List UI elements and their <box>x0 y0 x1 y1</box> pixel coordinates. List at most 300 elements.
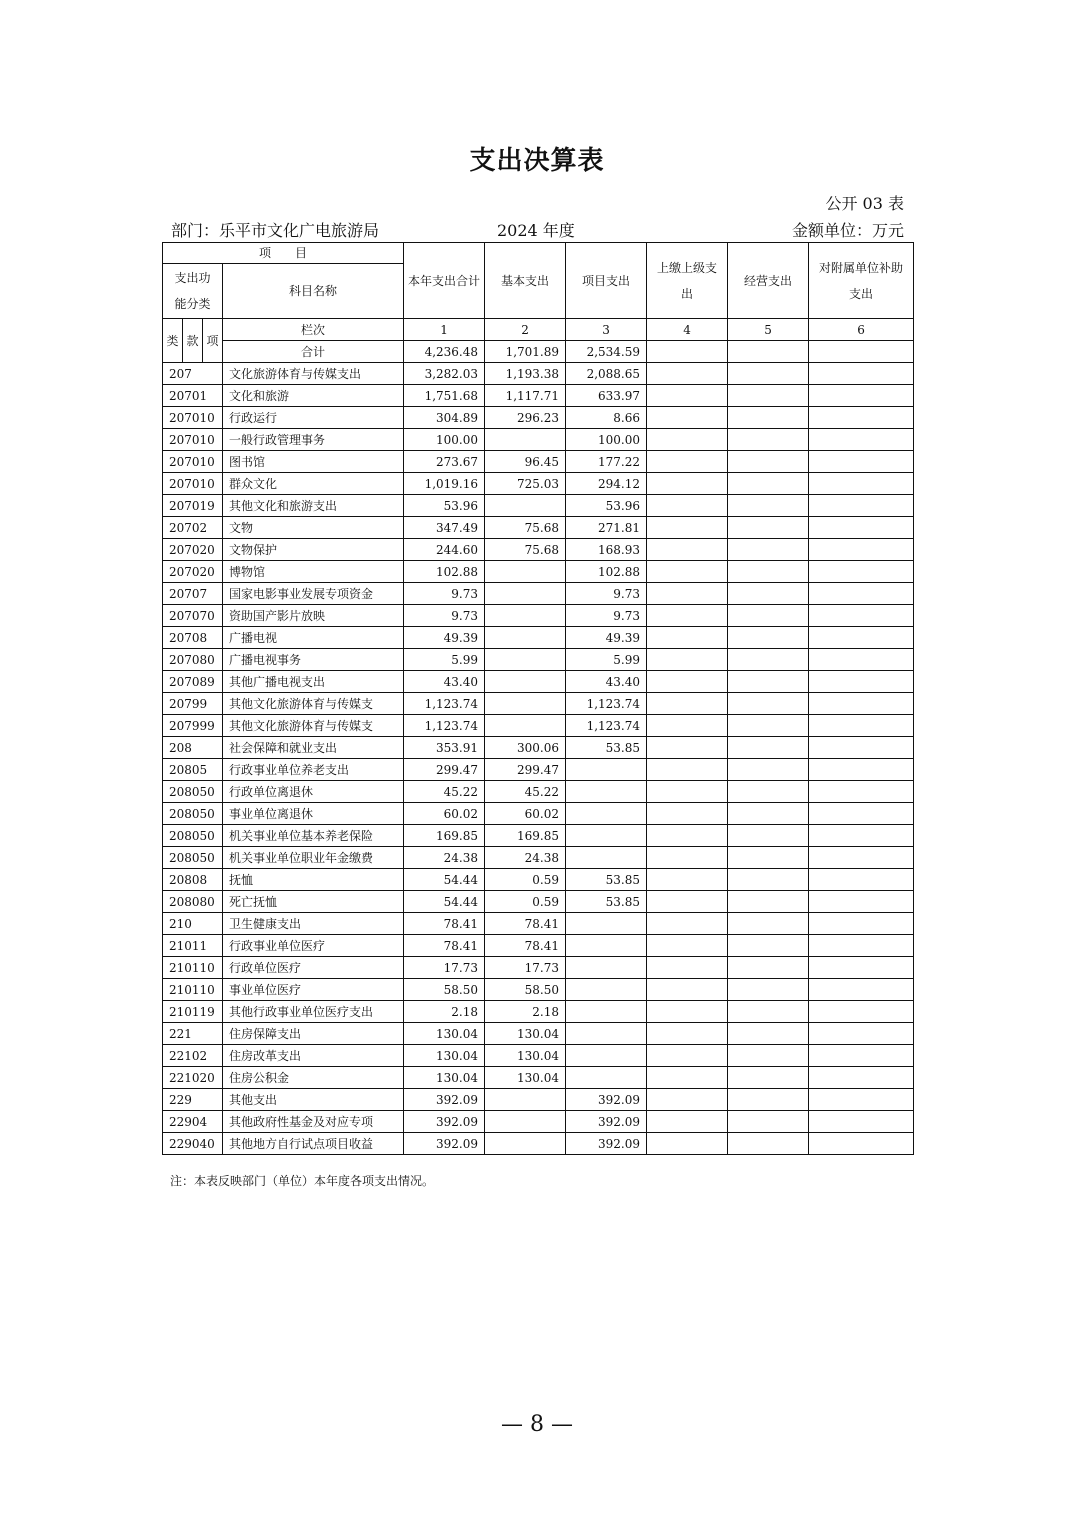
row-upper <box>647 627 728 649</box>
row-basic: 1,193.38 <box>485 363 566 385</box>
row-code: 208080 <box>163 891 223 913</box>
row-code: 207019 <box>163 495 223 517</box>
row-subsidy <box>809 1023 914 1045</box>
row-operating <box>728 781 809 803</box>
row-basic <box>485 1111 566 1133</box>
row-operating <box>728 539 809 561</box>
col-num-1: 1 <box>404 319 485 341</box>
row-code: 207020 <box>163 561 223 583</box>
row-name: 其他文化旅游体育与传媒支 <box>223 715 404 737</box>
row-subsidy <box>809 539 914 561</box>
row-total: 78.41 <box>404 935 485 957</box>
row-project: 5.99 <box>566 649 647 671</box>
row-code: 207 <box>163 363 223 385</box>
row-subsidy <box>809 891 914 913</box>
row-total: 9.73 <box>404 605 485 627</box>
row-upper <box>647 891 728 913</box>
row-name: 广播电视事务 <box>223 649 404 671</box>
row-code: 20808 <box>163 869 223 891</box>
row-subsidy <box>809 649 914 671</box>
row-name: 行政事业单位医疗 <box>223 935 404 957</box>
row-upper <box>647 517 728 539</box>
row-basic <box>485 429 566 451</box>
header-item: 项 目 <box>163 243 404 264</box>
row-name: 图书馆 <box>223 451 404 473</box>
row-code: 207070 <box>163 605 223 627</box>
table-row <box>163 957 914 979</box>
row-total: 244.60 <box>404 539 485 561</box>
row-project: 43.40 <box>566 671 647 693</box>
row-project: 271.81 <box>566 517 647 539</box>
row-upper <box>647 583 728 605</box>
row-project <box>566 913 647 935</box>
row-code: 207080 <box>163 649 223 671</box>
row-name: 其他文化旅游体育与传媒支 <box>223 693 404 715</box>
col-num-5: 5 <box>728 319 809 341</box>
row-upper <box>647 825 728 847</box>
row-basic: 0.59 <box>485 891 566 913</box>
row-operating <box>728 891 809 913</box>
row-code: 20707 <box>163 583 223 605</box>
header-project: 项目支出 <box>566 243 647 319</box>
row-code: 210110 <box>163 979 223 1001</box>
row-project <box>566 1067 647 1089</box>
row-basic: 58.50 <box>485 979 566 1001</box>
row-basic <box>485 1089 566 1111</box>
table-row <box>163 385 914 407</box>
row-name: 一般行政管理事务 <box>223 429 404 451</box>
table-number: 公开 03 表 <box>825 194 904 213</box>
row-code: 207010 <box>163 451 223 473</box>
table-row <box>163 847 914 869</box>
row-operating <box>728 693 809 715</box>
table-row <box>163 671 914 693</box>
table-row <box>163 627 914 649</box>
row-subsidy <box>809 693 914 715</box>
row-basic <box>485 583 566 605</box>
table-row <box>163 979 914 1001</box>
row-name: 国家电影事业发展专项资金 <box>223 583 404 605</box>
row-project <box>566 847 647 869</box>
row-name: 机关事业单位职业年金缴费 <box>223 847 404 869</box>
row-total: 347.49 <box>404 517 485 539</box>
table-row <box>163 693 914 715</box>
row-name: 其他政府性基金及对应专项 <box>223 1111 404 1133</box>
row-total: 130.04 <box>404 1045 485 1067</box>
row-code: 20702 <box>163 517 223 539</box>
row-project: 294.12 <box>566 473 647 495</box>
row-code: 20799 <box>163 693 223 715</box>
header-xiang: 项 <box>203 319 223 363</box>
row-operating <box>728 847 809 869</box>
row-code: 22904 <box>163 1111 223 1133</box>
row-upper <box>647 979 728 1001</box>
table-row <box>163 451 914 473</box>
row-upper <box>647 1023 728 1045</box>
row-name: 文化和旅游 <box>223 385 404 407</box>
row-subsidy <box>809 583 914 605</box>
row-upper <box>647 759 728 781</box>
row-subsidy <box>809 803 914 825</box>
row-subsidy <box>809 1001 914 1023</box>
row-name: 机关事业单位基本养老保险 <box>223 825 404 847</box>
row-project: 2,088.65 <box>566 363 647 385</box>
row-operating <box>728 759 809 781</box>
expenditure-table <box>162 242 914 1155</box>
row-upper <box>647 715 728 737</box>
row-total: 1,123.74 <box>404 693 485 715</box>
row-basic: 296.23 <box>485 407 566 429</box>
table-note: 注：本表反映部门（单位）本年度各项支出情况。 <box>170 1174 435 1188</box>
header-operating: 经营支出 <box>728 243 809 319</box>
table-row <box>163 1001 914 1023</box>
row-basic: 725.03 <box>485 473 566 495</box>
row-subsidy <box>809 715 914 737</box>
row-subsidy <box>809 957 914 979</box>
row-operating <box>728 1067 809 1089</box>
row-basic: 2.18 <box>485 1001 566 1023</box>
row-code: 22102 <box>163 1045 223 1067</box>
row-name: 其他地方自行试点项目收益 <box>223 1133 404 1155</box>
table-row <box>163 1067 914 1089</box>
table-row <box>163 1133 914 1155</box>
row-code: 208 <box>163 737 223 759</box>
table-row <box>163 517 914 539</box>
row-name: 博物馆 <box>223 561 404 583</box>
row-total: 9.73 <box>404 583 485 605</box>
row-operating <box>728 473 809 495</box>
header-subsidy: 对附属单位补助支出 <box>809 243 914 319</box>
row-operating <box>728 385 809 407</box>
row-upper <box>647 1089 728 1111</box>
row-code: 207010 <box>163 407 223 429</box>
row-upper <box>647 561 728 583</box>
table-row <box>163 935 914 957</box>
row-upper <box>647 649 728 671</box>
row-code: 221020 <box>163 1067 223 1089</box>
row-total: 49.39 <box>404 627 485 649</box>
row-upper <box>647 539 728 561</box>
row-upper <box>647 1133 728 1155</box>
row-upper <box>647 737 728 759</box>
total-label: 合计 <box>223 341 404 363</box>
row-project: 100.00 <box>566 429 647 451</box>
row-basic: 96.45 <box>485 451 566 473</box>
row-subsidy <box>809 407 914 429</box>
page-title: 支出决算表 <box>469 146 605 176</box>
page-number: — 8 — <box>501 1412 573 1437</box>
row-project <box>566 957 647 979</box>
row-project <box>566 935 647 957</box>
row-subsidy <box>809 605 914 627</box>
header-upper: 上缴上级支出 <box>647 243 728 319</box>
row-subsidy <box>809 671 914 693</box>
row-project: 53.85 <box>566 737 647 759</box>
row-project <box>566 1001 647 1023</box>
row-code: 229 <box>163 1089 223 1111</box>
row-basic: 130.04 <box>485 1067 566 1089</box>
row-operating <box>728 715 809 737</box>
row-subsidy <box>809 385 914 407</box>
table-row <box>163 781 914 803</box>
row-code: 21011 <box>163 935 223 957</box>
row-subsidy <box>809 759 914 781</box>
row-subsidy <box>809 517 914 539</box>
table-row <box>163 1111 914 1133</box>
row-name: 事业单位医疗 <box>223 979 404 1001</box>
row-project: 1,123.74 <box>566 715 647 737</box>
row-code: 210110 <box>163 957 223 979</box>
row-project: 49.39 <box>566 627 647 649</box>
row-project: 102.88 <box>566 561 647 583</box>
row-subsidy <box>809 1133 914 1155</box>
row-basic: 0.59 <box>485 869 566 891</box>
row-total: 43.40 <box>404 671 485 693</box>
row-project <box>566 825 647 847</box>
row-project: 53.85 <box>566 891 647 913</box>
row-code: 207999 <box>163 715 223 737</box>
row-project: 392.09 <box>566 1133 647 1155</box>
department-label: 部门：乐平市文化广电旅游局 <box>171 221 380 240</box>
row-project: 168.93 <box>566 539 647 561</box>
row-upper <box>647 1045 728 1067</box>
row-project <box>566 759 647 781</box>
row-operating <box>728 583 809 605</box>
table-row <box>163 363 914 385</box>
row-operating <box>728 429 809 451</box>
row-upper <box>647 495 728 517</box>
row-operating <box>728 649 809 671</box>
row-basic: 75.68 <box>485 517 566 539</box>
row-total: 17.73 <box>404 957 485 979</box>
row-code: 20701 <box>163 385 223 407</box>
row-subsidy <box>809 869 914 891</box>
table-row <box>163 649 914 671</box>
row-project: 633.97 <box>566 385 647 407</box>
row-operating <box>728 1001 809 1023</box>
row-project <box>566 1045 647 1067</box>
table-row <box>163 1089 914 1111</box>
row-operating <box>728 913 809 935</box>
row-basic: 45.22 <box>485 781 566 803</box>
row-code: 207010 <box>163 429 223 451</box>
row-upper <box>647 935 728 957</box>
header-kuan: 款 <box>183 319 203 363</box>
row-total: 273.67 <box>404 451 485 473</box>
row-total: 1,123.74 <box>404 715 485 737</box>
row-basic: 299.47 <box>485 759 566 781</box>
row-project <box>566 781 647 803</box>
row-operating <box>728 803 809 825</box>
row-code: 207010 <box>163 473 223 495</box>
row-upper <box>647 605 728 627</box>
row-total: 53.96 <box>404 495 485 517</box>
row-subsidy <box>809 913 914 935</box>
table-row <box>163 737 914 759</box>
row-name: 文物保护 <box>223 539 404 561</box>
col-num-2: 2 <box>485 319 566 341</box>
row-total: 2.18 <box>404 1001 485 1023</box>
row-operating <box>728 825 809 847</box>
row-basic: 169.85 <box>485 825 566 847</box>
total-row <box>163 341 914 363</box>
row-subsidy <box>809 1089 914 1111</box>
row-upper <box>647 429 728 451</box>
row-upper <box>647 913 728 935</box>
table-row <box>163 891 914 913</box>
total-upper <box>647 341 728 363</box>
table-row <box>163 473 914 495</box>
row-code: 20708 <box>163 627 223 649</box>
row-project: 177.22 <box>566 451 647 473</box>
table-row <box>163 429 914 451</box>
row-total: 130.04 <box>404 1023 485 1045</box>
row-project <box>566 1023 647 1045</box>
row-name: 其他文化和旅游支出 <box>223 495 404 517</box>
row-code: 207020 <box>163 539 223 561</box>
row-total: 78.41 <box>404 913 485 935</box>
row-name: 行政运行 <box>223 407 404 429</box>
row-basic: 78.41 <box>485 935 566 957</box>
row-project: 392.09 <box>566 1089 647 1111</box>
row-project <box>566 803 647 825</box>
row-total: 392.09 <box>404 1089 485 1111</box>
table-row <box>163 913 914 935</box>
row-subsidy <box>809 451 914 473</box>
row-upper <box>647 451 728 473</box>
row-operating <box>728 1089 809 1111</box>
table-row <box>163 759 914 781</box>
row-project: 392.09 <box>566 1111 647 1133</box>
header-col-label: 栏次 <box>223 319 404 341</box>
row-project: 53.85 <box>566 869 647 891</box>
row-code: 210119 <box>163 1001 223 1023</box>
table-row <box>163 715 914 737</box>
row-total: 392.09 <box>404 1133 485 1155</box>
row-upper <box>647 847 728 869</box>
row-code: 208050 <box>163 781 223 803</box>
row-total: 54.44 <box>404 891 485 913</box>
table-row <box>163 561 914 583</box>
row-basic <box>485 561 566 583</box>
row-project: 1,123.74 <box>566 693 647 715</box>
table-row <box>163 605 914 627</box>
row-basic <box>485 605 566 627</box>
row-operating <box>728 1045 809 1067</box>
year-label: 2024 年度 <box>497 221 575 240</box>
row-total: 3,282.03 <box>404 363 485 385</box>
row-name: 抚恤 <box>223 869 404 891</box>
row-subsidy <box>809 561 914 583</box>
row-basic <box>485 671 566 693</box>
total-basic: 1,701.89 <box>485 341 566 363</box>
row-total: 353.91 <box>404 737 485 759</box>
row-total: 60.02 <box>404 803 485 825</box>
row-basic: 78.41 <box>485 913 566 935</box>
row-basic: 130.04 <box>485 1023 566 1045</box>
row-subsidy <box>809 495 914 517</box>
row-operating <box>728 869 809 891</box>
row-operating <box>728 561 809 583</box>
row-operating <box>728 627 809 649</box>
row-code: 229040 <box>163 1133 223 1155</box>
row-upper <box>647 869 728 891</box>
row-operating <box>728 451 809 473</box>
row-subsidy <box>809 979 914 1001</box>
row-project: 53.96 <box>566 495 647 517</box>
row-name: 其他行政事业单位医疗支出 <box>223 1001 404 1023</box>
row-upper <box>647 1067 728 1089</box>
row-subsidy <box>809 363 914 385</box>
col-num-6: 6 <box>809 319 914 341</box>
row-upper <box>647 693 728 715</box>
row-total: 392.09 <box>404 1111 485 1133</box>
total-operating <box>728 341 809 363</box>
row-operating <box>728 517 809 539</box>
row-upper <box>647 407 728 429</box>
row-code: 221 <box>163 1023 223 1045</box>
header-basic: 基本支出 <box>485 243 566 319</box>
row-basic: 75.68 <box>485 539 566 561</box>
row-subsidy <box>809 1111 914 1133</box>
row-basic <box>485 715 566 737</box>
row-total: 304.89 <box>404 407 485 429</box>
row-project: 9.73 <box>566 605 647 627</box>
row-total: 45.22 <box>404 781 485 803</box>
total-subsidy <box>809 341 914 363</box>
row-basic <box>485 495 566 517</box>
row-basic <box>485 649 566 671</box>
row-operating <box>728 737 809 759</box>
row-subsidy <box>809 1045 914 1067</box>
total-total: 4,236.48 <box>404 341 485 363</box>
total-project: 2,534.59 <box>566 341 647 363</box>
row-upper <box>647 957 728 979</box>
row-code: 208050 <box>163 825 223 847</box>
row-operating <box>728 671 809 693</box>
row-basic <box>485 627 566 649</box>
table-row <box>163 1045 914 1067</box>
row-project: 9.73 <box>566 583 647 605</box>
row-subsidy <box>809 429 914 451</box>
table-row <box>163 495 914 517</box>
row-operating <box>728 363 809 385</box>
unit-label: 金额单位：万元 <box>791 221 904 240</box>
row-name: 群众文化 <box>223 473 404 495</box>
table-row <box>163 825 914 847</box>
row-subsidy <box>809 1067 914 1089</box>
row-name: 社会保障和就业支出 <box>223 737 404 759</box>
row-subsidy <box>809 935 914 957</box>
row-code: 208050 <box>163 803 223 825</box>
header-total: 本年支出合计 <box>404 243 485 319</box>
row-name: 死亡抚恤 <box>223 891 404 913</box>
row-total: 1,019.16 <box>404 473 485 495</box>
row-name: 文物 <box>223 517 404 539</box>
table-row <box>163 583 914 605</box>
row-total: 102.88 <box>404 561 485 583</box>
row-basic <box>485 1133 566 1155</box>
header-subject-name: 科目名称 <box>223 264 404 319</box>
row-name: 住房改革支出 <box>223 1045 404 1067</box>
row-basic: 60.02 <box>485 803 566 825</box>
table-row <box>163 803 914 825</box>
row-upper <box>647 671 728 693</box>
row-name: 资助国产影片放映 <box>223 605 404 627</box>
row-subsidy <box>809 825 914 847</box>
row-name: 行政单位医疗 <box>223 957 404 979</box>
row-operating <box>728 979 809 1001</box>
